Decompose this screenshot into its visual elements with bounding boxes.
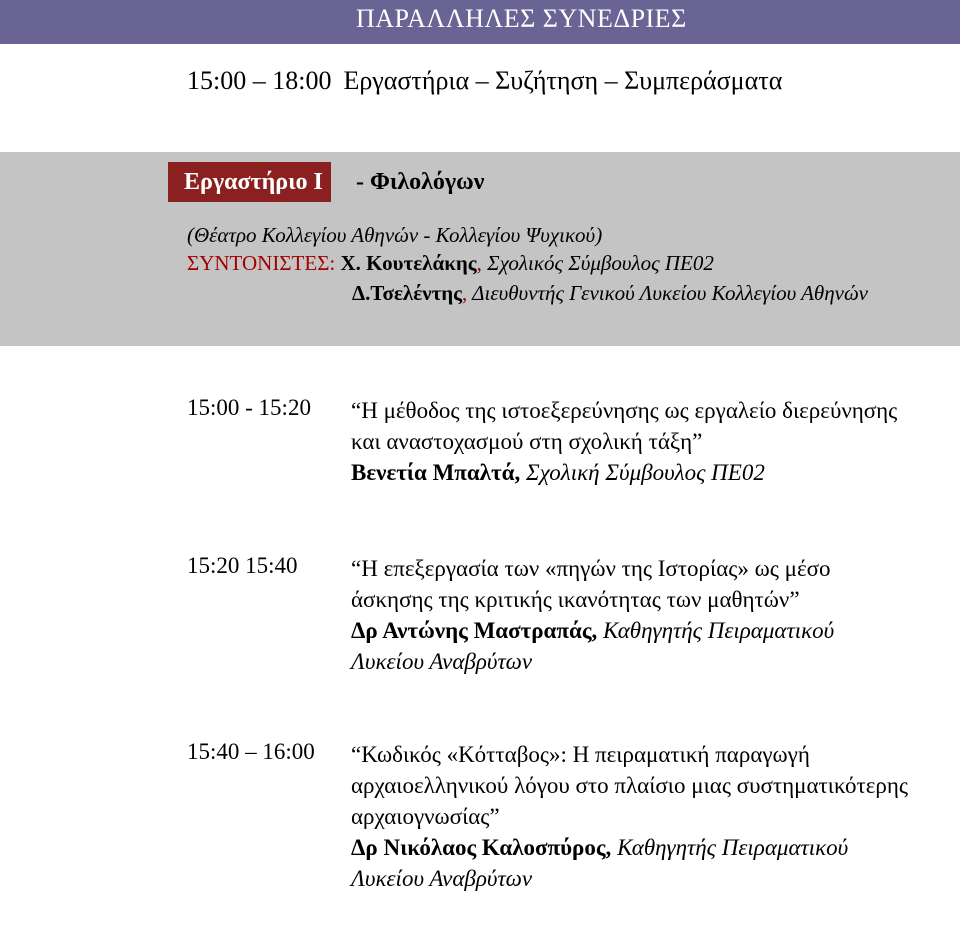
workshop-title: - Φιλολόγων xyxy=(356,169,485,195)
coordinators-label: ΣΥΝΤΟΝΙΣΤΕΣ: xyxy=(187,251,341,275)
talk-title: “Κωδικός «Κότταβος»: Η πειραματική παραγωγή αρχαιοελληνικού λόγου στο πλαίσιο μιας συστηματικότερης αρχαιογνωσίας” xyxy=(351,742,909,829)
coordinator-1-role: Σχολικός Σύμβουλος ΠΕ02 xyxy=(481,251,714,275)
talk-title: “Η μέθοδος της ιστοεξερεύνησης ως εργαλείο διερεύνησης και αναστοχασμού στη σχολική τάξη” xyxy=(351,398,898,454)
workshop-tag: Εργαστήριο Ι xyxy=(168,162,331,202)
talk-speaker-role: Καθηγητής Πειραματικού Λυκείου Αναβρύτων xyxy=(351,835,849,891)
coordinator-2-separator: , xyxy=(462,281,468,305)
workshop-venue: (Θέατρο Κολλεγίου Αθηνών - Κολλεγίου Ψυχικού) xyxy=(187,223,603,247)
session-description: Εργαστήρια – Συζήτηση – Συμπεράσματα xyxy=(343,66,783,95)
talk-speaker-role: Καθηγητής Πειραματικού Λυκείου Αναβρύτων xyxy=(351,618,835,674)
talk-body xyxy=(351,395,911,488)
talk-time: 15:20 15:40 xyxy=(187,553,298,578)
coordinator-line-1 xyxy=(187,251,714,276)
talk-body xyxy=(351,553,911,677)
talk-body xyxy=(351,739,911,894)
talk-title: “Η επεξεργασία των «πηγών της Ιστορίας» ως μέσο άσκησης της κριτικής ικανότητας των μαθητών” xyxy=(351,556,831,612)
page-title: ΠΑΡΑΛΛΗΛΕΣ ΣΥΝΕΔΡΙΕΣ xyxy=(356,4,687,33)
talk-time: 15:00 - 15:20 xyxy=(187,395,311,420)
session-schedule xyxy=(187,66,782,96)
header-bar xyxy=(0,0,960,44)
talk-speaker: Δρ Νικόλαος Καλοσπύρος, xyxy=(351,835,612,860)
coordinator-2-role: Διευθυντής Γενικού Λυκείου Κολλεγίου Αθηνών xyxy=(467,281,868,305)
talk-speaker: Βενετία Μπαλτά, xyxy=(351,460,521,485)
session-time: 15:00 – 18:00 xyxy=(187,66,332,95)
talk-speaker-role: Σχολική Σύμβουλος ΠΕ02 xyxy=(520,460,765,485)
coordinator-1-separator: , xyxy=(476,251,482,275)
coordinator-1-name: Χ. Κουτελάκης xyxy=(340,251,477,275)
coordinator-2-name: Δ.Τσελέντης xyxy=(352,281,463,305)
talk-speaker: Δρ Αντώνης Μαστραπάς, xyxy=(351,618,598,643)
talk-time: 15:40 – 16:00 xyxy=(187,739,315,764)
coordinator-line-2 xyxy=(352,279,952,308)
